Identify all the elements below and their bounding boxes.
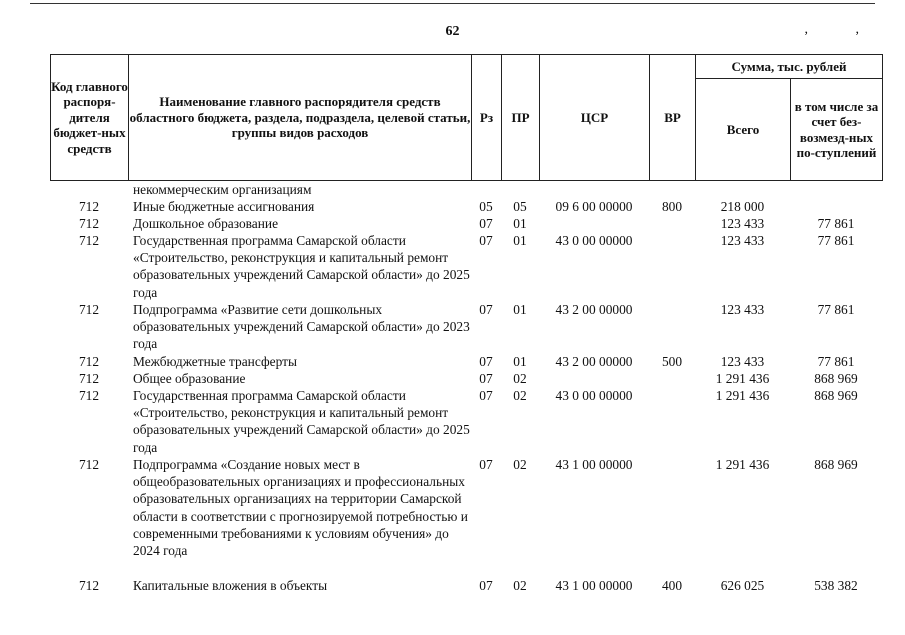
cell-kod: 712: [78, 457, 100, 472]
page-number: 62: [445, 24, 460, 39]
cell-kod: 712: [78, 388, 100, 403]
cell-vtom: 868 969: [814, 457, 858, 472]
corner-marks: , ,: [804, 22, 881, 37]
cell-csr: 43 0 00 00000: [555, 388, 633, 403]
cell-kod: 712: [78, 199, 100, 214]
cell-csr: 43 1 00 00000: [555, 578, 633, 593]
cell-vtom: 77 861: [817, 354, 855, 369]
table-body: [50, 181, 882, 594]
table-row: [50, 198, 882, 215]
cell-vr: 500: [661, 354, 683, 369]
cell-vtom: 77 861: [817, 233, 855, 248]
header-summa: Сумма, тыс. рублей: [696, 55, 883, 79]
table-row: [50, 353, 882, 370]
header-rz: Рз: [472, 55, 502, 181]
cell-rz: 07: [479, 233, 493, 248]
cell-name: некоммерческим организациям: [133, 182, 312, 197]
header-csr: ЦСР: [540, 55, 650, 181]
cell-name: Подпрограмма «Создание новых мест в общеобразовательных организациях и профессиональных образовательных организациях на территории Самарской области в соответствии с прогнозируемой потребностью и современными требованиями к условиям обучения» до 2024 года: [133, 457, 468, 559]
cell-pr: 01: [513, 302, 527, 317]
cell-vr: 400: [661, 578, 683, 593]
cell-vsego: 123 433: [720, 216, 765, 231]
cell-kod: 712: [78, 233, 100, 248]
cell-pr: 02: [513, 457, 527, 472]
cell-name: Дошкольное образование: [133, 216, 279, 231]
cell-vsego: 123 433: [720, 233, 765, 248]
header-pr: ПР: [502, 55, 540, 181]
cell-name: Межбюджетные трансферты: [133, 354, 297, 369]
cell-vsego: 1 291 436: [715, 371, 770, 386]
table-row: [50, 232, 882, 301]
cell-pr: 02: [513, 388, 527, 403]
header-vsego: Всего: [696, 79, 791, 181]
cell-csr: 43 2 00 00000: [555, 354, 633, 369]
cell-vtom: 868 969: [814, 388, 858, 403]
cell-name: Капитальные вложения в объекты: [133, 578, 328, 593]
cell-kod: 712: [78, 578, 100, 593]
cell-name: Общее образование: [133, 371, 246, 386]
cell-rz: 07: [479, 216, 493, 231]
cell-kod: 712: [78, 354, 100, 369]
cell-rz: 07: [479, 388, 493, 403]
cell-rz: 07: [479, 302, 493, 317]
cell-pr: 01: [513, 233, 527, 248]
cell-kod: 712: [78, 302, 100, 317]
cell-vtom: 538 382: [814, 578, 858, 593]
cell-kod: 712: [78, 216, 100, 231]
header-name: Наименование главного распорядителя средств областного бюджета, раздела, подраздела, целевой статьи, группы видов расходов: [129, 55, 472, 181]
table-row: [50, 181, 882, 198]
cell-pr: 01: [513, 354, 527, 369]
cell-pr: 02: [513, 371, 527, 386]
cell-kod: 712: [78, 371, 100, 386]
cell-csr: 43 2 00 00000: [555, 302, 633, 317]
cell-pr: 05: [513, 199, 527, 214]
table-row: [50, 577, 882, 594]
cell-pr: 02: [513, 578, 527, 593]
table-row: [50, 387, 882, 456]
cell-vtom: 77 861: [817, 216, 855, 231]
cell-vsego: 1 291 436: [715, 388, 770, 403]
table-row: [50, 370, 882, 387]
cell-csr: 43 0 00 00000: [555, 233, 633, 248]
cell-rz: 07: [479, 371, 493, 386]
cell-vtom: 77 861: [817, 302, 855, 317]
cell-csr: 43 1 00 00000: [555, 457, 633, 472]
cell-vsego: 1 291 436: [715, 457, 770, 472]
cell-vsego: 218 000: [720, 199, 765, 214]
cell-name: Иные бюджетные ассигнования: [133, 199, 315, 214]
cell-rz: 07: [479, 578, 493, 593]
table-row: [50, 301, 882, 353]
table-row: [50, 456, 882, 577]
cell-rz: 05: [479, 199, 493, 214]
cell-vtom: 868 969: [814, 371, 858, 386]
table-row: [50, 215, 882, 232]
header-vtom: в том числе за счет без-возмезд-ных по-ступлений: [791, 79, 883, 181]
cell-vr: 800: [661, 199, 683, 214]
top-rule: [30, 3, 875, 4]
table-header: [50, 54, 883, 181]
cell-vsego: 626 025: [720, 578, 765, 593]
cell-name: Государственная программа Самарской области «Строительство, реконструкция и капитальный ремонт образовательных учреждений Самарской области» до 2025 года: [133, 233, 470, 300]
cell-rz: 07: [479, 354, 493, 369]
cell-csr: 09 6 00 00000: [555, 199, 633, 214]
cell-pr: 01: [513, 216, 527, 231]
cell-vsego: 123 433: [720, 354, 765, 369]
header-vr: ВР: [650, 55, 696, 181]
cell-name: Подпрограмма «Развитие сети дошкольных образовательных учреждений Самарской области» до 2023 года: [133, 302, 470, 352]
cell-vsego: 123 433: [720, 302, 765, 317]
cell-rz: 07: [479, 457, 493, 472]
header-kod: Код главного распоря-дителя бюджет-ных средств: [51, 55, 129, 181]
cell-name: Государственная программа Самарской области «Строительство, реконструкция и капитальный ремонт образовательных учреждений Самарской области» до 2025 года: [133, 388, 470, 455]
